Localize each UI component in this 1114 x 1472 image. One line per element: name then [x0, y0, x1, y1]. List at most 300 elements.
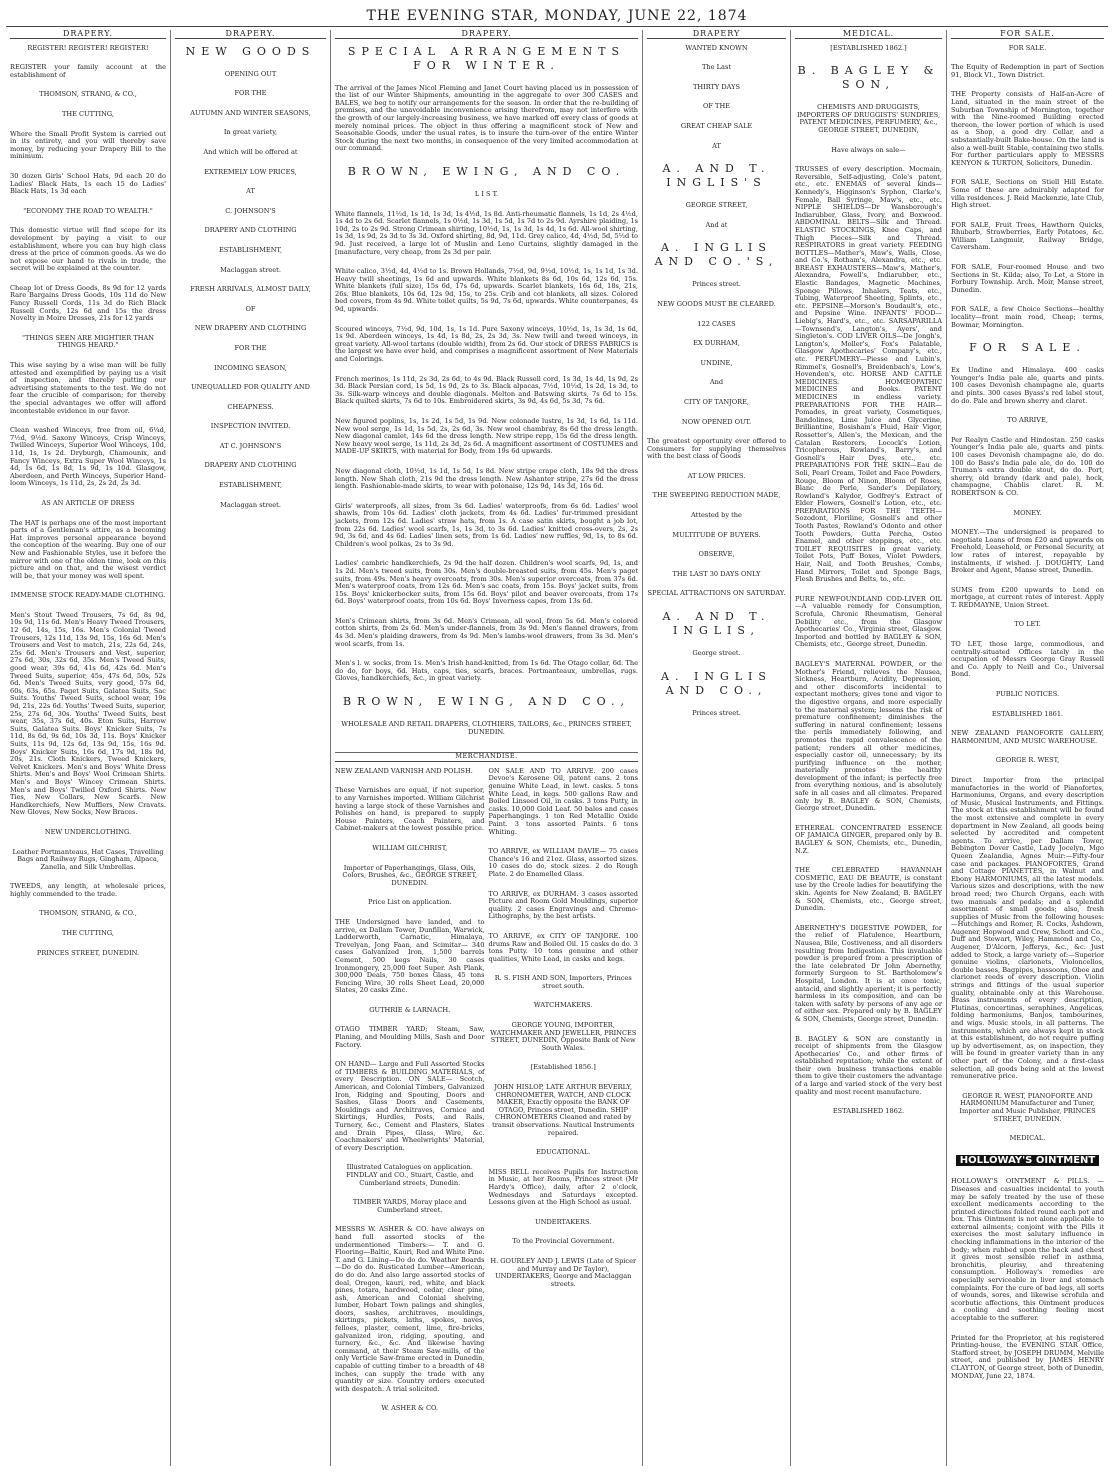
display-heading: A. INGLIS AND CO.,	[661, 669, 772, 697]
spacer	[647, 152, 786, 160]
spacer	[647, 311, 786, 319]
advert-paragraph: SPECIAL ATTRACTIONS ON SATURDAY.	[647, 589, 786, 598]
spacer	[175, 296, 326, 304]
spacer	[335, 201, 638, 209]
advert-paragraph: FOR SALE, Four-roomed House and two Sections in St. Kilda; also, To Let, a Store in Forbury Township. Arch. Moir, Manse street, Dunedin.	[951, 263, 1104, 294]
advert-paragraph: SUMS from £200 upwards to Lend on mortgage, at current rates of interest. Apply T. REDMAYNE, Union Street.	[951, 585, 1104, 609]
advert-paragraph: PUBLIC NOTICES.	[995, 690, 1060, 699]
spacer	[647, 463, 786, 471]
spacer	[647, 561, 786, 569]
spacer	[951, 720, 1104, 728]
spacer	[335, 493, 638, 501]
spacer	[10, 920, 166, 928]
column-3	[330, 30, 642, 1466]
advert-paragraph: TO LET, those large, commodious, and centrally-situated Offices lately in the occupation of Messrs George Gray Russell and Co. Apply to Neill and Co., Universal Bond.	[951, 640, 1104, 679]
advert-paragraph: And which will be offered at	[203, 147, 298, 156]
display-heading: A. AND T. INGLIS,	[662, 610, 771, 638]
spacer	[175, 139, 326, 147]
spacer	[951, 54, 1104, 62]
spacer	[10, 582, 166, 590]
advert-paragraph: Importer of Paperhangings, Glass, Oils, Colors, Brushes, &c., GEORGE STREET, DUNEDIN.	[342, 863, 478, 887]
advert-paragraph: DRAPERY AND CLOTHING	[204, 461, 297, 470]
advert-paragraph: NEW DRAPERY AND CLOTHING	[194, 324, 307, 333]
spacer	[10, 352, 166, 360]
column-blocks	[647, 45, 786, 728]
advert-paragraph: FOR SALE, Fruit Trees, Hawthorn Quicks, Rhubarb, Strawberries, Early Potatoes, &c. William Langmuir, Railway Bridge, Caversham.	[951, 220, 1104, 252]
spacer	[795, 857, 942, 865]
advert-paragraph: INSPECTION INVITED.	[210, 422, 291, 431]
spacer	[10, 510, 166, 518]
advert-paragraph: ESTABLISHMENT,	[218, 481, 283, 490]
spacer	[335, 608, 638, 616]
spacer	[489, 1074, 639, 1082]
spacer	[335, 1189, 485, 1197]
advert-paragraph: AT	[246, 187, 255, 196]
spacer	[175, 100, 326, 108]
spacer	[175, 355, 326, 363]
spacer	[175, 276, 326, 284]
spacer	[175, 257, 326, 265]
advert-paragraph: DRAPERY AND CLOTHING	[204, 226, 297, 235]
spacer	[951, 331, 1104, 339]
spacer	[951, 212, 1104, 220]
spacer	[489, 1248, 639, 1256]
spacer	[175, 61, 326, 69]
spacer	[489, 965, 639, 973]
spacer	[335, 1154, 485, 1162]
masthead-rule	[6, 26, 1108, 27]
spacer	[335, 550, 638, 558]
spacer	[951, 81, 1104, 89]
spacer	[647, 660, 786, 668]
column-2	[170, 30, 330, 1466]
spacer	[175, 452, 326, 460]
spacer	[951, 577, 1104, 585]
spacer	[951, 169, 1104, 177]
spacer	[175, 237, 326, 245]
spacer	[795, 1118, 942, 1126]
spacer	[175, 433, 326, 441]
banner-text	[951, 1155, 1104, 1167]
spacer	[795, 586, 942, 594]
advert-paragraph: MEDICAL.	[1009, 1134, 1046, 1143]
advert-paragraph: THOMSON, STRANG, & CO.,	[39, 909, 137, 918]
advert-paragraph: UNDERTAKERS.	[535, 1217, 592, 1226]
advert-paragraph: NEW ZEALAND PIANOFORTE GALLERY, HARMONIUM, AND MUSIC WAREHOUSE.	[951, 729, 1104, 745]
spacer	[10, 163, 166, 171]
spacer	[10, 101, 166, 109]
advert-paragraph: PURE NEWFOUNDLAND COD-LIVER OIL—A valuable remedy for Consumption, Scrofula, Chronic Rheumatism, General Debility etc., from the Glasgow Apothecaries' Co., Virginia street, Glasgow. Imported and bottled by BAGLEY & SON, Chemists, etc., George street, Dunedin.	[795, 594, 942, 649]
spacer	[951, 1083, 1104, 1091]
advert-paragraph: OTAGO TIMBER YARD; Steam, Saw, Planing, and Moulding Mills, Sash and Door Factory.	[335, 1025, 485, 1049]
spacer	[951, 1145, 1104, 1153]
spacer	[647, 133, 786, 141]
advert-paragraph: AUTUMN AND WINTER SEASONS,	[190, 108, 311, 117]
advert-paragraph: Attested by the	[691, 511, 742, 520]
spacer	[175, 178, 326, 186]
spacer	[647, 428, 786, 436]
advert-paragraph: INCOMING SEASON,	[214, 363, 287, 372]
advert-paragraph: [Established 1856.]	[530, 1063, 596, 1072]
spacer	[489, 992, 639, 1000]
advert-paragraph: THE CUTTING,	[61, 929, 115, 938]
advert-paragraph: B. BAGLEY & SON are constantly in receipt of shipments from the Glasgow Apothecaries' Co., and other firms of established reputation; while the extent of their own business transactions enable them to give their customers the advantage of a large and varied stock of the very best quality and most recent manufacture.	[795, 1034, 942, 1096]
advert-paragraph: Printed for the Proprietor, at his registered Printing-house, the EVENING STAR Office, Stafford street, by JOSEPH DRUMM, Melville street, and published by JAMES HENRY CLAYTON, of George street, both of Dunedin, MONDAY, June 22, 1874.	[951, 1333, 1104, 1380]
spacer	[335, 155, 638, 163]
advert-paragraph: NEW UNDERCLOTHING.	[44, 827, 132, 836]
advert-paragraph: ON SALE AND TO ARRIVE. 200 cases Devoe's Kerosene Oil, patent cans. 2 tons genuine White Lead, in lewt. casks. 5 tons White Lead, in kegs. 500 gallons Raw and Boiled Linseed Oil, in casks. 3 tons Putty, in casks. 10,000 Gold Leaf. 50 bales and cases Paperhangings. 1 ton Red Metallic Oxide Paint. 3 tons assorted Paints. 6 tons Whiting.	[488, 766, 638, 836]
column-blocks	[951, 45, 1104, 1391]
spacer	[10, 81, 166, 89]
spacer	[489, 1054, 639, 1062]
advert-paragraph: George street.	[692, 649, 741, 658]
advert-paragraph: UNDINE,	[700, 358, 733, 367]
column-blocks	[335, 45, 638, 747]
advert-paragraph: BAGLEY'S MATERNAL POWDER, or the Mother's Friend, relieves the Nausea, Sickness, Heartburn, Acidity, Depression, and other discomforts incidental to expectant mothers; gives tone and vigor to the digestive organs, and more especially to the maternal system; lessens the risk of premature confinement; diminishes the suffering in natural confinement; lessens the perils immediately following, and promotes the rapid convalescence of the patient; renders all other medicines, especially castor oil, unnecessary; by its purifying influence on the mother, materially promotes the healthy development of the infant; is perfectly free from everything noxious, and is absolutely safe in all cases and all climates. Prepared only by B. BAGLEY & SON, Chemists, George street, Dunedin.	[795, 659, 942, 813]
spacer	[951, 500, 1104, 508]
spacer	[10, 490, 166, 498]
spacer	[335, 855, 485, 863]
spacer	[951, 1125, 1104, 1133]
merchandise-heading: MERCHANDISE.	[335, 752, 638, 762]
advert-paragraph: THE CELEBRATED HAVANNAH COSMETIC, EAU DE BEAUTE, is constant use by the Creole ladies for beautifying the skin. Agents for New Zealand, B. BAGLEY & SON, Chemists, etc., George street, Dunedin.	[795, 866, 942, 913]
advert-paragraph: GEORGE YOUNG, IMPORTER, WATCHMAKER AND JEWELLER, PRINCES STREET, DUNEDIN, Opposite Bank of New South Wales.	[490, 1021, 637, 1052]
spacer	[335, 711, 638, 719]
column-blocks	[175, 45, 326, 520]
advert-paragraph: This wise saying by a wise man will be fully attested and exemplified by paying us a visit of inspection, and thereby putting our advertising statements to the test. We do not fear the crucible of comparison; for thereby the special advantages we offer will afford incontestable evidence in our favor.	[10, 361, 166, 415]
spacer	[175, 217, 326, 225]
holloway-banner: HOLLOWAY'S OINTMENT	[956, 1155, 1100, 1167]
advert-paragraph: REGISTER! REGISTER! REGISTER!	[27, 43, 149, 52]
advert-paragraph: "ECONOMY THE ROAD TO WEALTH."	[23, 206, 153, 215]
advert-paragraph: Scoured winceys, 7½d, 9d, 10d, 1s, 1s 1d. Pure Saxony winceys, 10½d, 1s, 1s 3d, 1s 6d, 1s 9d. Aberdeen winceys, 1s 4d, 1s 8d, 2s, 2s 3d, 3s. New twill and tweed winceys, in great variety. All-wool tartans (double width), from 2s 6d. Our stock of DRESS FABRICS is the largest we have ever held, and comprises a magnificent assortment of New Materials and Colorings.	[335, 324, 638, 364]
column-blocks	[10, 45, 166, 968]
advert-paragraph: L I S T.	[474, 189, 499, 198]
advert-paragraph: ETHEREAL CONCENTRATED ESSENCE OF JAMAICA GINGER, prepared only by B. BAGLEY & SON, Chemists, etc., Dunedin, N.Z.	[795, 823, 942, 855]
spacer	[335, 1395, 485, 1403]
advert-paragraph: PRINCES STREET, DUNEDIN.	[36, 948, 140, 957]
advert-paragraph: Clean washed Winceys, free from oil, 6¼d, 7½d, 9½d. Saxony Winceys, Crisp Winceys, Twilled Winceys, Superior Wool Winceys, 10d, 11d, 1s, 1s 2d. Dryburgh, Chamounix, and Fancy Winceys, Extra Super Wool Winceys, 1s 4d, 1s 6d, 1s 8d, 1s 9d, 1s 10d. Glasgow, Aberdeen, and Perth Winceys, Superior Hand-loom Winceys, 1s 11d, 2s, 2s 2d, 2s 3d.	[10, 426, 166, 488]
spacer	[175, 472, 326, 480]
spacer	[175, 198, 326, 206]
spacer	[335, 1016, 485, 1024]
display-heading: SPECIAL ARRANGEMENTS FOR WINTER.	[347, 44, 626, 72]
advert-paragraph: OPENING OUT	[224, 69, 277, 78]
advert-paragraph: The HAT is perhaps one of the most important parts of a Gentleman's attire, as a becoming Hat improves personal appearance beyond the conception of the wearing. Buy one of our New and Fashionable Styles, use it before the mirror with one of the olden time, look on this picture and on that, and the wisest verdict will be, that your money was well spent.	[10, 518, 166, 580]
advert-paragraph: CHEMISTS AND DRUGGISTS, IMPORTERS OF DRUGGISTS' SUNDRIES, PATENT MEDICINES, PERFUMERY, &c., GEORGE STREET, DUNEDIN,	[796, 103, 941, 134]
advert-paragraph: TO ARRIVE, ex WILLIAM DAVIE— 75 cases Chance's 16 and 21oz. Glass, assorted sizes. 10 cases do do, stock sizes. 2 do Rough Plate. 2 do Enamelled Glass.	[488, 847, 638, 878]
spacer	[489, 1290, 639, 1298]
spacer	[335, 889, 485, 897]
advert-paragraph: Princes street.	[692, 280, 741, 289]
advert-paragraph: R. S. FISH AND SON, Importers, Princes street south.	[494, 974, 632, 990]
advert-paragraph: Have always on sale—	[831, 145, 906, 154]
spacer	[335, 316, 638, 324]
advert-paragraph: FOR SALE, a few Choice Sections—healthy locality—front main road, Cheap; terms, Bowmar, Mornington.	[951, 305, 1104, 329]
spacer	[951, 747, 1104, 755]
advert-paragraph: Ladies' cambric handkerchiefs, 2s 9d the half dozen. Children's wool scarfs, 9d, 1s, and 1s 2d. Men's tweed suits, from 30s. Men's double-breasted suits, from 45s. Men's paget suits, from 49s. Men's heavy overcoats, from 30s. Men's superior overcoats, from 37s 6d. Men's waterproof coats, from 12s 6d. Men's sac coats, from 15s. Boys' jacket suits, from 15s. Boys' knickerbocker suits, from 15s 6d. Boys' pilot and beaver overcoats, from 17s 6d. Boys' waterproof coats, from 10s 6d. Boys' Inverness capes, from 13s 6d.	[335, 559, 638, 606]
display-heading: FOR SALE.	[969, 341, 1086, 355]
spacer	[335, 1415, 485, 1423]
advert-paragraph: JOHN HISLOP, LATE ARTHUR BEVERLY, CHRONOMETER, WATCH, AND CLOCK MAKER, Exactly opposite the BANK OF OTAGO, Princes street, Dunedin. SHIP CHRONOMETERS Cleaned and rated by transit observations. Nautical Instruments repaired.	[492, 1083, 635, 1137]
advert-paragraph: TWEEDS, any length, at wholesale prices, highly commended to the trade.	[10, 882, 166, 898]
merch-left	[335, 766, 485, 1423]
spacer	[10, 121, 166, 129]
advert-paragraph: WILLIAM GILCHRIST,	[372, 843, 448, 852]
spacer	[795, 156, 942, 164]
spacer	[175, 119, 326, 127]
column-blocks	[795, 45, 942, 1126]
advert-paragraph: EXTREMELY LOW PRICES,	[204, 167, 297, 176]
advert-paragraph: French merinos, 1s 11d, 2s 3d, 2s 6d, to 4s 9d. Black Russell cord, 1s 3d, 1s 4d, 1s 9d, 2s 3d. Black Persian cord, 1s 5d, 1s 9d, 2s to 3s. Black alpacas, 7½d, 10½d, 1s 2d, 1s 3d, to 3s. Silk-warp winceys and double diagonals. Melton and Batswing skirts, 7s 6d to 15s. Black quilted skirts, 7s 6d to 10s. Embroidered skirts, 3s 9d, 4s 6d, 5s 3d, 7s 6d.	[335, 374, 638, 406]
spacer	[10, 839, 166, 847]
advert-paragraph: This domestic virtue will find scope for its development by paying a visit to our establishment, where you can buy high class dress at the price of common goods. As we do not expose our hand to rivals in trade, the secret will be explained at the counter.	[10, 226, 166, 273]
spacer	[10, 275, 166, 283]
spacer	[175, 394, 326, 402]
advert-paragraph: Men's Crimean shirts, from 3s 6d. Men's Crimean, all wool, from 5s 6d. Men's colored cotton shirts, from 2s 6d. Men's under-flannels, from 3s 9d. Men's flannel drawers, from 4s 3d. Men's plaiding drawers, from 4s 9d. Men's lambs-wool drawers, from 3s 3d. Men's wool scarfs, from 1s.	[335, 616, 638, 648]
advert-paragraph: OF THE	[702, 102, 731, 111]
spacer	[335, 181, 638, 189]
spacer	[335, 458, 638, 466]
advert-paragraph: Where the Small Profit System is carried out in its entirety, and you will thereby save money, by reducing your Drapery Bill to the minimum.	[10, 129, 166, 161]
advert-paragraph: The greatest opportunity ever offered to Consumers for supplying themselves with the best class of Goods	[647, 437, 786, 461]
advert-paragraph: FOR SALE, Sections on Stiell Hill Estate. Some of these are admirably adapted for villa residences. J. Reid Mackenzie, late Club, High street.	[951, 178, 1104, 210]
advert-paragraph: MONEY.	[1013, 508, 1042, 517]
spacer	[647, 541, 786, 549]
advert-paragraph: FRESH ARRIVALS, ALMOST DAILY,	[190, 285, 311, 294]
spacer	[175, 159, 326, 167]
spacer	[951, 407, 1104, 415]
advert-paragraph: MULTITUDE OF BUYERS.	[672, 530, 761, 539]
spacer	[10, 417, 166, 425]
spacer	[10, 217, 166, 225]
section-heading: DRAPERY	[647, 30, 786, 39]
spacer	[175, 315, 326, 323]
advert-paragraph: These Varnishes are equal, if not superior, to any Varnishes imported. William Gilchrist having a large stock of these Varnishes and Polishes on hand, is prepared to supply House Painters, Coach Painters, and Cabinet-makers at the lowest possible price.	[335, 786, 485, 833]
advert-paragraph: New figured poplins, 1s, 1s 2d, 1s 5d, 1s 9d. New colonade lustre, 1s 3d, 1s 6d, 1s 11d. New wool serge, 1s 1d, 1s 5d, 2s, 2s 6d, 3s. New wool chambray, 8s 6d the dress length. New diagonal camlet, 14s 6d the dress length. New stripe repp, 15s 6d the dress length. New heavy wool serge, 1s 11d, 2s 3d, 2s 6d. A magnificent assortment of COSTUMES and MADE-UP SKIRTS, with material for Body, from 19s 6d upwards.	[335, 417, 638, 456]
advert-paragraph: GEORGE R. WEST,	[995, 756, 1060, 765]
spacer	[489, 1139, 639, 1147]
advert-paragraph: New diagonal cloth, 10½d, 1s 1d, 1s 5d, 1s 8d. New stripe crape cloth, 18s 9d the dress length. New Shah cloth, 21s 9d the dress length. New Ashanter stripe, 27s 6d the dress length. Fashionable-made skirts, to wear with polonaise, 12s 9d, 14s 3d, 16s 6d.	[335, 466, 638, 491]
advert-paragraph: ESTABLISHED 1862.	[832, 1107, 905, 1116]
spacer	[951, 1382, 1104, 1390]
spacer	[647, 74, 786, 82]
column-5	[790, 30, 946, 1466]
advert-paragraph: ABERNETHY'S DIGESTIVE POWDER, for the relief of Flatulence, Heartburn, Nausea, Bile, Costiveness, and all disorders resulting from Indigestion. This invaluable powder is prepared from a prescription of the late celebrated Dr John Abernethy, formerly Surgeon to St. Bartholomew's Hospital, London. It is at once tonic, antacid, and slightly aperient; it is perfectly harmless in its composition, and can be taken with safety by persons of any age or of either sex. Prepared only by B. BAGLEY & SON, Chemists, George street, Dunedin.	[795, 923, 942, 1023]
advert-paragraph: Ex Undine and Himalaya. 400 casks Younger's India pale ale, quarts and pints. 100 cases Devonish champagne ale, quarts and pints. 300 cases Byass's red label stout, do do. Pale and brown sherry and claret.	[951, 366, 1104, 405]
advert-paragraph: 122 CASES	[697, 319, 736, 328]
spacer	[647, 231, 786, 239]
spacer	[335, 1216, 485, 1224]
spacer	[951, 611, 1104, 619]
spacer	[335, 1051, 485, 1059]
spacer	[335, 650, 638, 658]
advert-paragraph: GUTHRIE & LARNACH.	[369, 1005, 451, 1014]
spacer	[335, 777, 485, 785]
advert-paragraph: OF	[245, 304, 256, 313]
advert-paragraph: "THINGS SEEN ARE MIGHTIER THAN THINGS HEARD."	[21, 333, 154, 350]
spacer	[489, 1012, 639, 1020]
spacer	[335, 835, 485, 843]
display-heading: A. INGLIS AND CO.'S,	[654, 241, 779, 269]
advert-paragraph: THE LAST 30 DAYS ONLY	[672, 569, 761, 578]
spacer	[647, 212, 786, 220]
spacer	[489, 881, 639, 889]
advert-paragraph: Men's l. w. socks, from 1s. Men's Irish hand-knitted, from 1s 6d. The Otago collar, 6d. The do do, for boys, 6d. Hats, caps, ties, scarfs, braces. Portmanteaux, umbrellas, rugs. Gloves, handkerchiefs, &c., in great variety.	[335, 659, 638, 683]
merch-right	[489, 766, 639, 1423]
advert-paragraph: ON HAND— Large and Full Assorted Stocks of TIMBERS & BUILDING MATERIALS, of every Description. ON SALE— Scotch, American, and Colonial Timbers, Galvanized Iron, Ridging and Spouting, Doors and Sashes, Glass Doors and Casements, Mouldings and Architraves, Cornice and Skirtings, Hurdles, Posts, and Rails, Turnery, &c., Cement and Plasters, Slates and Drain Pipes, Glass, Wire, &c. Coachmakers' and Wheelwrights' Material, of every Description.	[335, 1060, 485, 1152]
advert-paragraph: OBSERVE,	[698, 550, 735, 559]
spacer	[335, 685, 638, 693]
spacer	[335, 366, 638, 374]
advert-paragraph: Princes street.	[692, 708, 741, 717]
spacer	[489, 1209, 639, 1217]
advert-paragraph: THIRTY DAYS	[692, 82, 741, 91]
spacer	[10, 325, 166, 333]
spacer	[10, 198, 166, 206]
advert-paragraph: THE SWEEPING REDUCTION MADE,	[652, 491, 781, 500]
spacer	[647, 640, 786, 648]
spacer	[10, 819, 166, 827]
spacer	[647, 54, 786, 62]
display-heading: B. BAGLEY & SON,	[797, 64, 940, 92]
spacer	[951, 681, 1104, 689]
spacer	[951, 296, 1104, 304]
advert-paragraph: EDUCATIONAL.	[535, 1148, 591, 1157]
display-heading: NEW GOODS	[185, 44, 316, 58]
advert-paragraph: WHOLESALE AND RETAIL DRAPERS, CLOTHIERS, TAILORS, &c., PRINCES STREET, DUNEDIN.	[341, 720, 632, 736]
advert-paragraph: AS AN ARTICLE OF DRESS	[41, 498, 135, 507]
spacer	[951, 254, 1104, 262]
advert-paragraph: TO ARRIVE, ex DURHAM. 3 cases assorted Picture and Room Gold Mouldings, superior quality. 2 cases Engravings and Chromo-Lithographs, by the best artists.	[488, 889, 638, 921]
advert-paragraph: NEW GOODS MUST BE CLEARED.	[657, 299, 776, 308]
advert-paragraph: TRUSSES of every description. Mocmain, Reversible, Self-adjusting, Cole's patent, etc., etc. ENEMAS of several kinds—Kennedy's, Higginson's Syphon, Clarke's, Female, Ball Syringe, Maw's, etc., etc. NIPPLE SHIELDS—Dr Wansborough's Indiarubber, Glass, Ivory, and Boxwood. ABDOMINAL BELTS—Silk and Thread. ELASTIC STOCKINGS, Knee Caps, and Thigh Pieces—Silk and Thread. RESPIRATORS in great variety. FEEDING BOTTLES—Mather's, Maw's, Walls, Close, and Co.'s, Rotham's, Alexandra, etc., etc. BREAST EXHAUSTERS—Maw's, Mather's, Alexandra, Fowell's, Indiarubber, etc., Elastic Bandages, Magnetic Machines, Sponge Pillows, Inhalers, Teats, etc., Tubing, Waterproof Sheeting, Splints, etc., etc. PEPSINE—Morson's Boudault's, etc., and Pepsine Wine. INFANTS' FOOD—Liebig's, Hard's, etc., etc. SARSAPARILLA—Townsend's, Langton's, Ayers', and Singleton's. COD LIVER OILS—De Jongh's, Langton's, Moller's, Fox's Palatable, Glasgow Apothecaries' Company's, etc., etc. PERFUMERY—Piesse and Lubin's, Rimmel's, Gosnell's, Breidenbach's, Low's, Hovenden's, etc. HORSE AND CATTLE MEDICINES. HOMŒOPATHIC MEDICINES and Books. PATENT MEDICINES in endless variety. PREPARATIONS FOR THE HAIR—Pomades, in great variety, Cosmetiques, Bandolines, Lime Juice and Glycerine, Brilliantine, Bosisham's Fluid, Hair Vigor, Rossetter's, Allen's, the Mexican, and the Catalan Restorers, Locock's Lotion, Tricopherous, Rowland's, Barry's, and Gosnell's Hair Dyes, etc., etc. PREPARATIONS FOR THE SKIN—Eau de Soli, Pearl Cream, Toilet and Face Powders, Rouge, Bloom of Ninon, Bloom of Roses, Blanc de Perle, Sander's Depilatory, Rowland's Kalydor, Godfrey's Extract of Elder Flowers, Gosnell's Lotion, etc., etc. PREPARATIONS FOR THE TEETH—Sozodont, Floriline, Gosnell's and other Tooth Pastes, Rowland's Odonto and other Tooth Powders, Gutta Percha, Osteo Enamel, and other stoppings, etc., etc. TOILET REQUISITES in great variety. Toilet Pots, Puff Boxes, Violet Powders, Hair, Nail, and Tooth Brushes, Combs, Hand Mirrors, Toilet and Sponge Bags, Flesh Brushes and Belts, to., etc.	[795, 165, 942, 584]
advert-paragraph: CITY OF TANJORE,	[683, 397, 750, 406]
advert-paragraph: TO LET.	[1014, 620, 1041, 629]
advert-paragraph: THE Property consists of Half-an-Acre of Land, situated in the main street of the Suburban Township of Mornington, together with the Nine-roomed Building erected thereon, the lower portion of which is used as a Shop, a good dry Cellar, and a substantially-built Bake-house. On the land is also a well-built Stable, containing two stalls. For further particulars apply to MESSRS KENYON & TURTON, Solicitors, Dunedin.	[951, 90, 1104, 167]
spacer	[10, 959, 166, 967]
spacer	[10, 900, 166, 908]
advert-paragraph: White flannels, 11½d, 1s 1d, 1s 3d, 1s 4½d, 1s 8d. Anti-rheumatic flannels, 1s 1d, 2s 4½d, 1s 4d to 2s 6d. Scarlet flannels, 1s 0½d, 1s 3d, 1s 5d, 1s 7d to 2s 9d. Ayrshire plaiding, 1s 10d, 2s to 2s 9d. Strong Crimean shirting, 10½d, 1s, 1s 3d, 1s 4d, 1s 6d. All-wool shirting, 1s 3d, 1s 9d, 2s 3d to 3s 3d. Oxford shirting, 8d, 9d, 11d. Grey calico, 4d, 4½d, 5d, 5½d to 9d. Just received, a large lot of Muslin and Leno Curtains, slightly damaged in the [manufacture, very cheap, from 2s 3d per pair.	[335, 209, 638, 256]
display-heading: BROWN, EWING, AND CO.,	[343, 695, 630, 709]
spacer	[647, 482, 786, 490]
column-1	[6, 30, 170, 1466]
spacer	[647, 330, 786, 338]
masthead: THE EVENING STAR, MONDAY, JUNE 22, 1874	[366, 8, 748, 24]
spacer	[10, 940, 166, 948]
spacer	[951, 427, 1104, 435]
spacer	[647, 271, 786, 279]
spacer	[951, 519, 1104, 527]
advert-paragraph: H. GOURLEY AND J. LEWIS (Late of Spicer and Murray and Dr Taylor), UNDERTAKERS, George and Maclaggan streets.	[490, 1256, 637, 1288]
spacer	[795, 1026, 942, 1034]
spacer	[647, 369, 786, 377]
display-heading: BROWN, EWING, AND CO.	[347, 164, 626, 178]
advert-paragraph: AT LOW PRICES.	[687, 471, 746, 480]
column-4	[642, 30, 790, 1466]
spacer	[175, 374, 326, 382]
spacer	[335, 258, 638, 266]
spacer	[795, 1098, 942, 1106]
advert-paragraph: [ESTABLISHED 1862.]	[830, 43, 907, 52]
spacer	[951, 357, 1104, 365]
spacer	[647, 409, 786, 417]
spacer	[175, 492, 326, 500]
spacer	[335, 75, 638, 83]
spacer	[647, 522, 786, 530]
advert-paragraph: REGISTER your family account at the establishment of	[10, 63, 166, 79]
advert-paragraph: GEORGE R. WEST, PIANOFORTE AND HARMONIUM Manufacturer and Tuner, Importer and Music Publisher, PRINCES STREET, DUNEDIN.	[959, 1091, 1096, 1123]
advert-paragraph: Leather Portmanteaus, Hat Cases, Travelling Bags and Railway Rugs, Gingham, Alpaca, Zanella, and Silk Umbrellas.	[12, 847, 164, 871]
advert-paragraph: WANTED KNOWN	[685, 43, 748, 52]
advert-paragraph: AT	[712, 141, 721, 150]
spacer	[175, 511, 326, 519]
spacer	[795, 815, 942, 823]
advert-paragraph: CHEAPNESS.	[227, 402, 274, 411]
advert-paragraph: Maclaggan street.	[220, 265, 281, 274]
spacer	[489, 1159, 639, 1167]
advert-paragraph: To the Provincial Government.	[512, 1237, 615, 1246]
section-heading: DRAPERY.	[10, 30, 166, 39]
section-heading: FOR SALE.	[951, 30, 1104, 39]
spacer	[795, 54, 942, 62]
advert-paragraph: The arrival of the James Nicol Fleming and Janet Court having placed us in possession of the list of our Winter Shipments, amounting in the aggregate to over 300 CASES and BALES, we beg to notify our arrangements for the season. In order that the re-building of premises, and the unavoidable inconvenience arising therefrom, may not interfere with the growth of our largely-increasing business, we have marked off every class of goods at merely nominal prices. The object in thus offering a magnificent stock of New and Seasonable Goods, under the usual rates, is to insure the turn-over of the entire Winter Stock during the next two months, in consequence of the very limited accommodation at our command.	[335, 83, 638, 153]
spacer	[647, 93, 786, 101]
spacer	[10, 54, 166, 62]
spacer	[951, 701, 1104, 709]
advert-paragraph: And at	[705, 220, 728, 229]
advert-paragraph: NOW OPENED OUT.	[681, 417, 752, 426]
advert-paragraph: ESTABLISHMENT,	[218, 245, 283, 254]
spacer	[489, 923, 639, 931]
spacer	[647, 600, 786, 608]
advert-paragraph: ESTABLISHED 1861.	[991, 709, 1064, 718]
spacer	[795, 651, 942, 659]
advert-paragraph: Direct Importer from the principal manufactories in the world of Pianofortes, Harmoniums, Organs, and every description of Music, Musical Instruments, and Fittings. The stock at this establishment will be found the most extensive and complete in every department in New Zealand, all goods being selected by accredited and competent agents. To arrive, per Dallam Tower, Bebington Dover Castle, Lady Jocelyn, Mgo Queen Zealandia, Agnes Muir:—Fifty-four case and packages. PIANOFORTES, Grand and Cottage PIANETTES, in Walnut and Ebony HARMONIUMS, all the latest models. Various sizes and descriptions, with the new broad reed; two Church Organs, each with two manuals and pedals; and a splendid assortment of small goods; also, fresh supplies of Music from the following houses:—Hutchings and Romer, R. Cocks, Ashdown, Augener, Hopwood and Crew, Schott and Co., Duff and Stewart, Wiley, Hammond and Co., Augener, D'Alcorn, Jefferys, &c., &c. Just added to Stock, a large variety of:—Superior genuine violins, clarionets, Violoncellos, double basses, Bagpipes, bassoons, Oboe and clarionet reeds of every description. Violin strings and fittings of the usual superior quality, obtainable only at this Warehouse. Brass instruments of every description, Flutinas, concertinas, seraphines, Angelicas, folding harmoniums, Banjos, tambourines, and wigs. Music stools, in all patterns. The instruments, which are always kept in stock at this establishment, do not require puffing up by advertisement, as, on inspection, they will be found in greater variety than in any other part of the Colony, and a first-class selection, all goods being sold at the lowest remunerative price.	[951, 776, 1104, 1081]
advert-paragraph: W. ASHER & CO.	[381, 1404, 439, 1413]
advert-paragraph: MONEY.—The undersigned is prepared to negotiate Loans of from £20 and upwards on Freehold, Leasehold, or Personal Security, at low rates of interest, repayable by instalments, if wished. J. DOUGHTY, Land Broker and Agent, Manse street, Dunedin.	[951, 528, 1104, 575]
advert-paragraph: AT C. JOHNSON'S	[219, 441, 282, 450]
spacer	[489, 838, 639, 846]
spacer	[951, 1168, 1104, 1176]
spacer	[795, 94, 942, 102]
advert-paragraph: UNEQUALLED FOR QUALITY AND	[191, 383, 310, 392]
spacer	[175, 335, 326, 343]
spacer	[795, 137, 942, 145]
advert-paragraph: HOLLOWAY'S OINTMENT & PILLS. —Diseases and casualties incidental to youth may be safely treated by the use of these excellent medicaments according to the printed directions folded round each pot and box. This Ointment is not alone applicable to external ailments; conjoint with the Pills it exercises the most salutary influence in checking inflammations in the interior of the body; when rubbed upon the back and chest it gives most sensible relief in asthma, bronchitis, pleurisy, and threatening consumption. Holloway's remedies are especially serviceable in liver and stomach complaints. For the cure of bad legs, all sorts of wounds, sores, and likewise scrofula and scorbutic affections, this Ointment produces a cooling and soothing feeling most acceptable to the sufferer.	[951, 1177, 1104, 1322]
spacer	[335, 408, 638, 416]
spacer	[647, 580, 786, 588]
advert-paragraph: THE CUTTING,	[61, 109, 115, 118]
column-6	[946, 30, 1108, 1466]
spacer	[335, 997, 485, 1005]
spacer	[10, 602, 166, 610]
advert-paragraph: Girls' waterproofs, all sizes, from 3s 6d. Ladies' waterproofs, from 6s 6d. Ladies' wool shawls, from 10s 6d. Ladies' cloth jackets, from 4s 6d. Ladies' fur-trimmed presidant jackets, from 12s 6d. Ladies' straw hats, from 1s. A case satin skirts, bought a job lot, from 22s 6d. Ladies' wool scarfs, 1s, 1s 3d, to 3s 6d. Ladies' knitted cross-overs, 2s, 2s 9d, 3s 6d, and 4s 6d. Ladies' linen sets, from 1s 6d. Ladies' new ruffles, 9d, 1s, to 8s 6d. Children's wool polkas, 2s to 3s 9d.	[335, 501, 638, 548]
advert-paragraph: GREAT CHEAP SALE	[680, 121, 753, 130]
advert-paragraph: Illustrated Catalogues on application. FINDLAY and CO., Stuart, Castle, and Cumberland streets, Dunedin.	[346, 1163, 474, 1187]
advert-paragraph: And	[709, 378, 724, 387]
advert-paragraph: IMMENSE STOCK READY-MADE CLOTHING.	[10, 591, 166, 600]
spacer	[951, 631, 1104, 639]
section-heading: DRAPERY.	[175, 30, 326, 39]
spacer	[951, 1325, 1104, 1333]
advert-paragraph: MESSRS W. ASHER & CO. have always on hand full assorted stocks of the undermentioned Timbers:— T. and G. Flooring—Baltic, Kauri, Red and White Pine. T. and G. Lining—Do do do. Weather Boards—Do do do. Rusticated Lumber—American, do do do. And also large assorted stocks of deal, Oregon, kauri, red, white, and black pines, totara, hardwood, cedar, clear pine, ash, American and Colonial shelving, lumber, Hobart Town palings and shingles, doors, sashes, architraves, mouldings, skirtings, pickets, laths, spokes, naves, felloes, plaster, cement, lime, fire-bricks, galvanized iron, ridging, spouting, and turnery, &c., &c. And likewise having command, at their Steam Saw-mills, of the only Verticle Saw-frame erected in Dunedin, capable of cutting timber to a breadth of 48 inches, can supply the trade with any quantity or size. Country orders executed with despatch. A trial solicited.	[335, 1225, 485, 1393]
advert-paragraph: The Equity of Redemption in part of Section 91, Block VI., Town District.	[951, 63, 1104, 79]
advert-paragraph: Price List on application.	[367, 898, 452, 907]
advert-paragraph: Maclaggan street.	[220, 500, 281, 509]
display-heading: A. AND T. INGLIS'S	[662, 162, 771, 190]
advert-paragraph: Per Realyn Castle and Hindostan. 250 casks Younger's India pale ale, quarts and pints. 100 cases Devonish champagne ale, do do. 100 do Bass's India pale ale, do do. 100 do Truman's extra double stout, do do. Port, sherry, old brandy (dark and pale), hock, champagne, Chablis claret. R. M. ROBERTSON & CO.	[951, 435, 1104, 497]
